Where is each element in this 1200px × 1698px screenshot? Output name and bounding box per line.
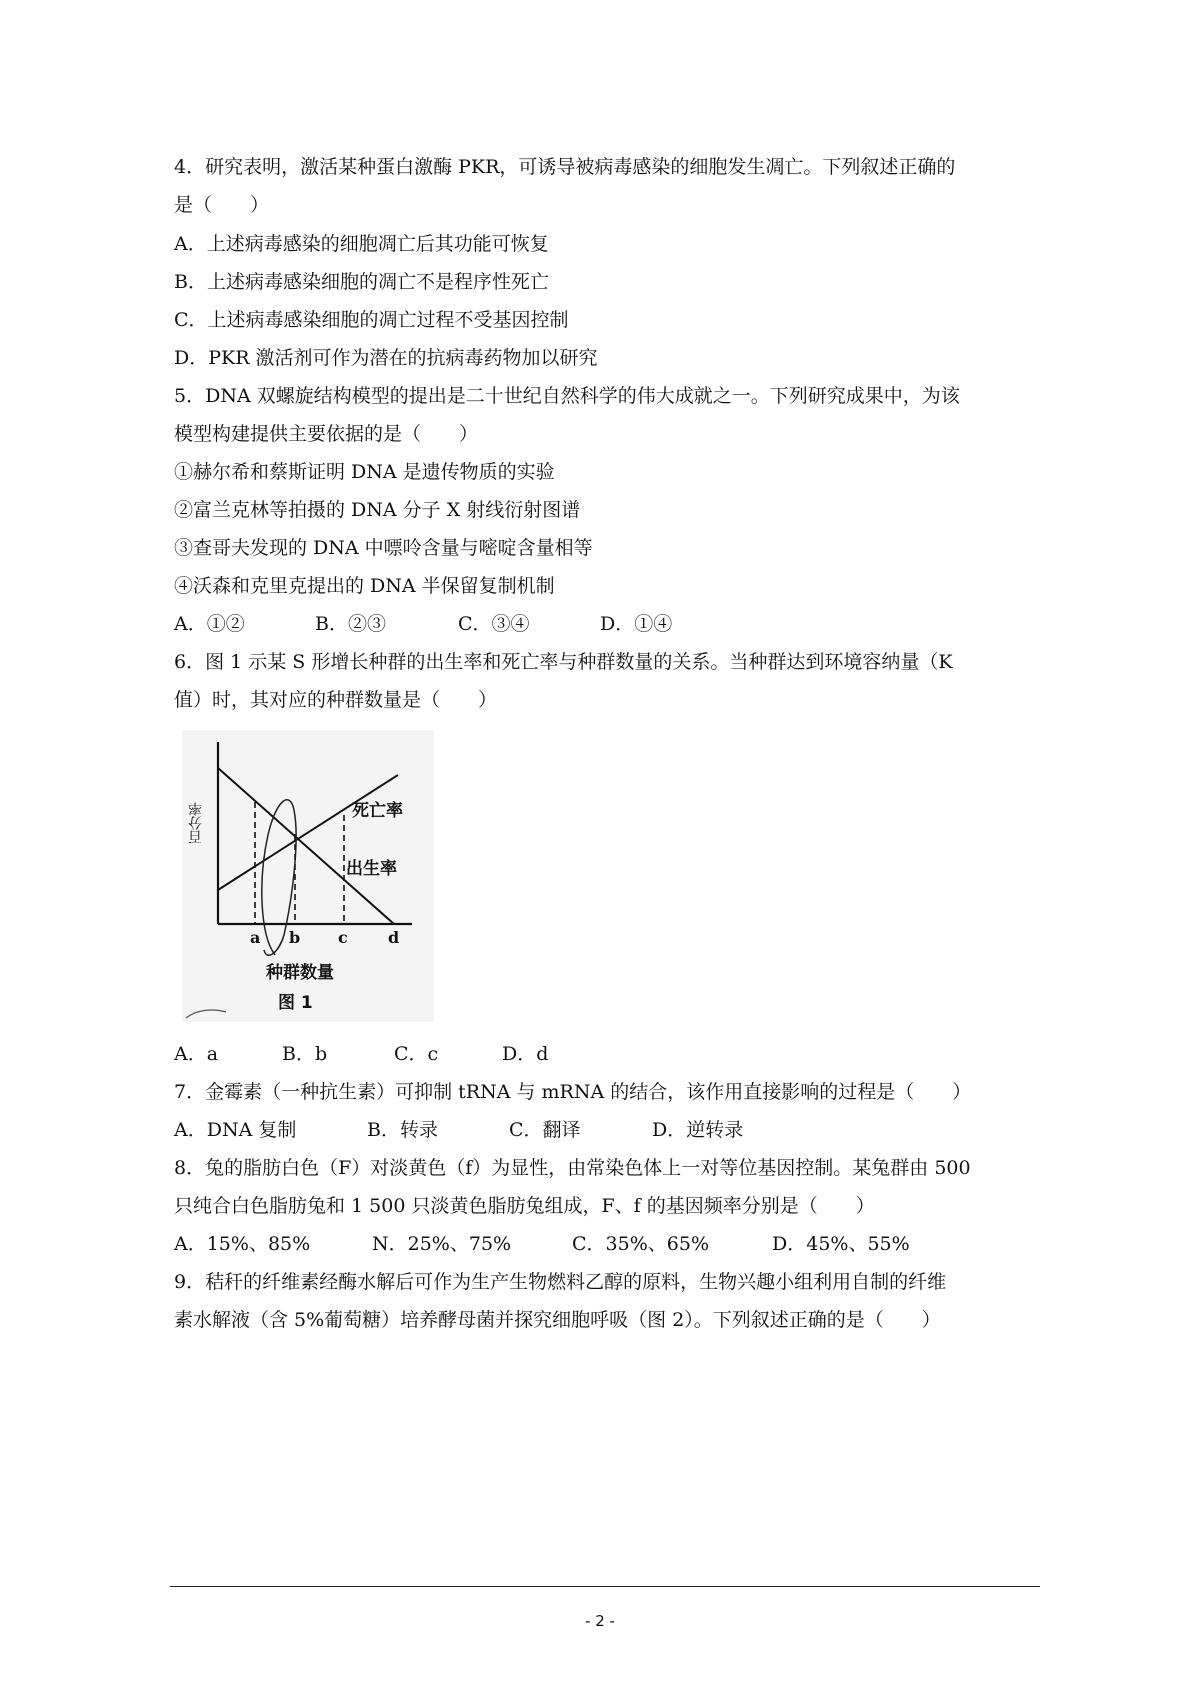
q8-option-d: D．45%、55%: [772, 1233, 910, 1255]
q6-stem-line2: 值）时，其对应的种群数量是（ ）: [174, 689, 498, 711]
q7-option-b: B．转录: [367, 1119, 438, 1141]
q5-item-4: ④沃森和克里克提出的 DNA 半保留复制机制: [174, 575, 555, 597]
page-number: - 2 -: [585, 1612, 615, 1630]
birth-rate-label: 出生率: [346, 859, 397, 879]
q5-item-1: ①赫尔希和蔡斯证明 DNA 是遗传物质的实验: [174, 461, 555, 483]
q9-stem-line1: 9．秸秆的纤维素经酶水解后可作为生产生物燃料乙醇的原料，生物兴趣小组利用自制的纤维: [174, 1271, 947, 1293]
q5-option-a: A．①②: [174, 613, 245, 635]
death-rate-label: 死亡率: [352, 801, 403, 821]
q6-option-d: D．d: [502, 1043, 549, 1065]
scan-smudge: [186, 1010, 226, 1018]
q4-option-b: B．上述病毒感染细胞的凋亡不是程序性死亡: [174, 271, 549, 293]
q4-stem-line1: 4．研究表明，激活某种蛋白激酶 PKR，可诱导被病毒感染的细胞发生凋亡。下列叙述正确的: [174, 156, 956, 178]
y-axis-label: 百分率: [188, 802, 204, 844]
q7-option-d: D．逆转录: [652, 1119, 744, 1141]
footer-rule: [170, 1586, 1040, 1587]
x-axis-label: 种群数量: [266, 963, 334, 983]
q4-stem-line2: 是（ ）: [174, 194, 270, 216]
birth-rate-line: [218, 768, 394, 924]
q8-stem-line2: 只纯合白色脂肪兔和 1 500 只淡黄色脂肪兔组成，F、f 的基因频率分别是（ ）: [174, 1195, 875, 1217]
tick-label-a: a: [250, 928, 261, 947]
q5-stem-line2: 模型构建提供主要依据的是（ ）: [174, 423, 479, 445]
figure-1: [182, 730, 434, 1022]
q7-stem-line1: 7．金霉素（一种抗生素）可抑制 tRNA 与 mRNA 的结合，该作用直接影响的过程是（ ）: [174, 1081, 972, 1103]
q8-option-a: A．15%、85%: [174, 1233, 311, 1255]
q5-item-3: ③查哥夫发现的 DNA 中嘌呤含量与嘧啶含量相等: [174, 537, 593, 559]
q5-item-2: ②富兰克林等拍摄的 DNA 分子 X 射线衍射图谱: [174, 499, 581, 521]
q6-option-a: A．a: [174, 1043, 219, 1065]
q5-option-d: D．①④: [600, 613, 673, 635]
q6-option-b: B．b: [282, 1043, 328, 1065]
q8-option-c: C．35%、65%: [572, 1233, 709, 1255]
q6-stem-line1: 6．图 1 示某 S 形增长种群的出生率和死亡率与种群数量的关系。当种群达到环境容纳量（K: [174, 651, 953, 673]
q5-stem-line1: 5．DNA 双螺旋结构模型的提出是二十世纪自然科学的伟大成就之一。下列研究成果中，为该: [174, 385, 960, 407]
tick-label-c: c: [338, 928, 348, 947]
q9-stem-line2: 素水解液（含 5%葡萄糖）培养酵母菌并探究细胞呼吸（图 2）。下列叙述正确的是（ ）: [174, 1309, 941, 1331]
tick-label-d: d: [388, 928, 400, 947]
q4-option-d: D．PKR 激活剂可作为潜在的抗病毒药物加以研究: [174, 347, 598, 369]
q5-option-b: B．②③: [315, 613, 386, 635]
q7-option-c: C．翻译: [509, 1119, 581, 1141]
q8-stem-line1: 8．兔的脂肪白色（F）对淡黄色（f）为显性，由常染色体上一对等位基因控制。某兔群由 500: [174, 1157, 971, 1179]
q6-option-c: C．c: [394, 1043, 439, 1065]
q4-option-a: A．上述病毒感染的细胞凋亡后其功能可恢复: [174, 233, 549, 255]
tick-label-b: b: [289, 928, 301, 947]
q8-option-b: N．25%、75%: [372, 1233, 512, 1255]
q7-option-a: A．DNA 复制: [174, 1119, 297, 1141]
q5-option-c: C．③④: [458, 613, 530, 635]
figure-caption: 图 1: [278, 993, 313, 1013]
q4-option-c: C．上述病毒感染细胞的凋亡过程不受基因控制: [174, 309, 569, 331]
